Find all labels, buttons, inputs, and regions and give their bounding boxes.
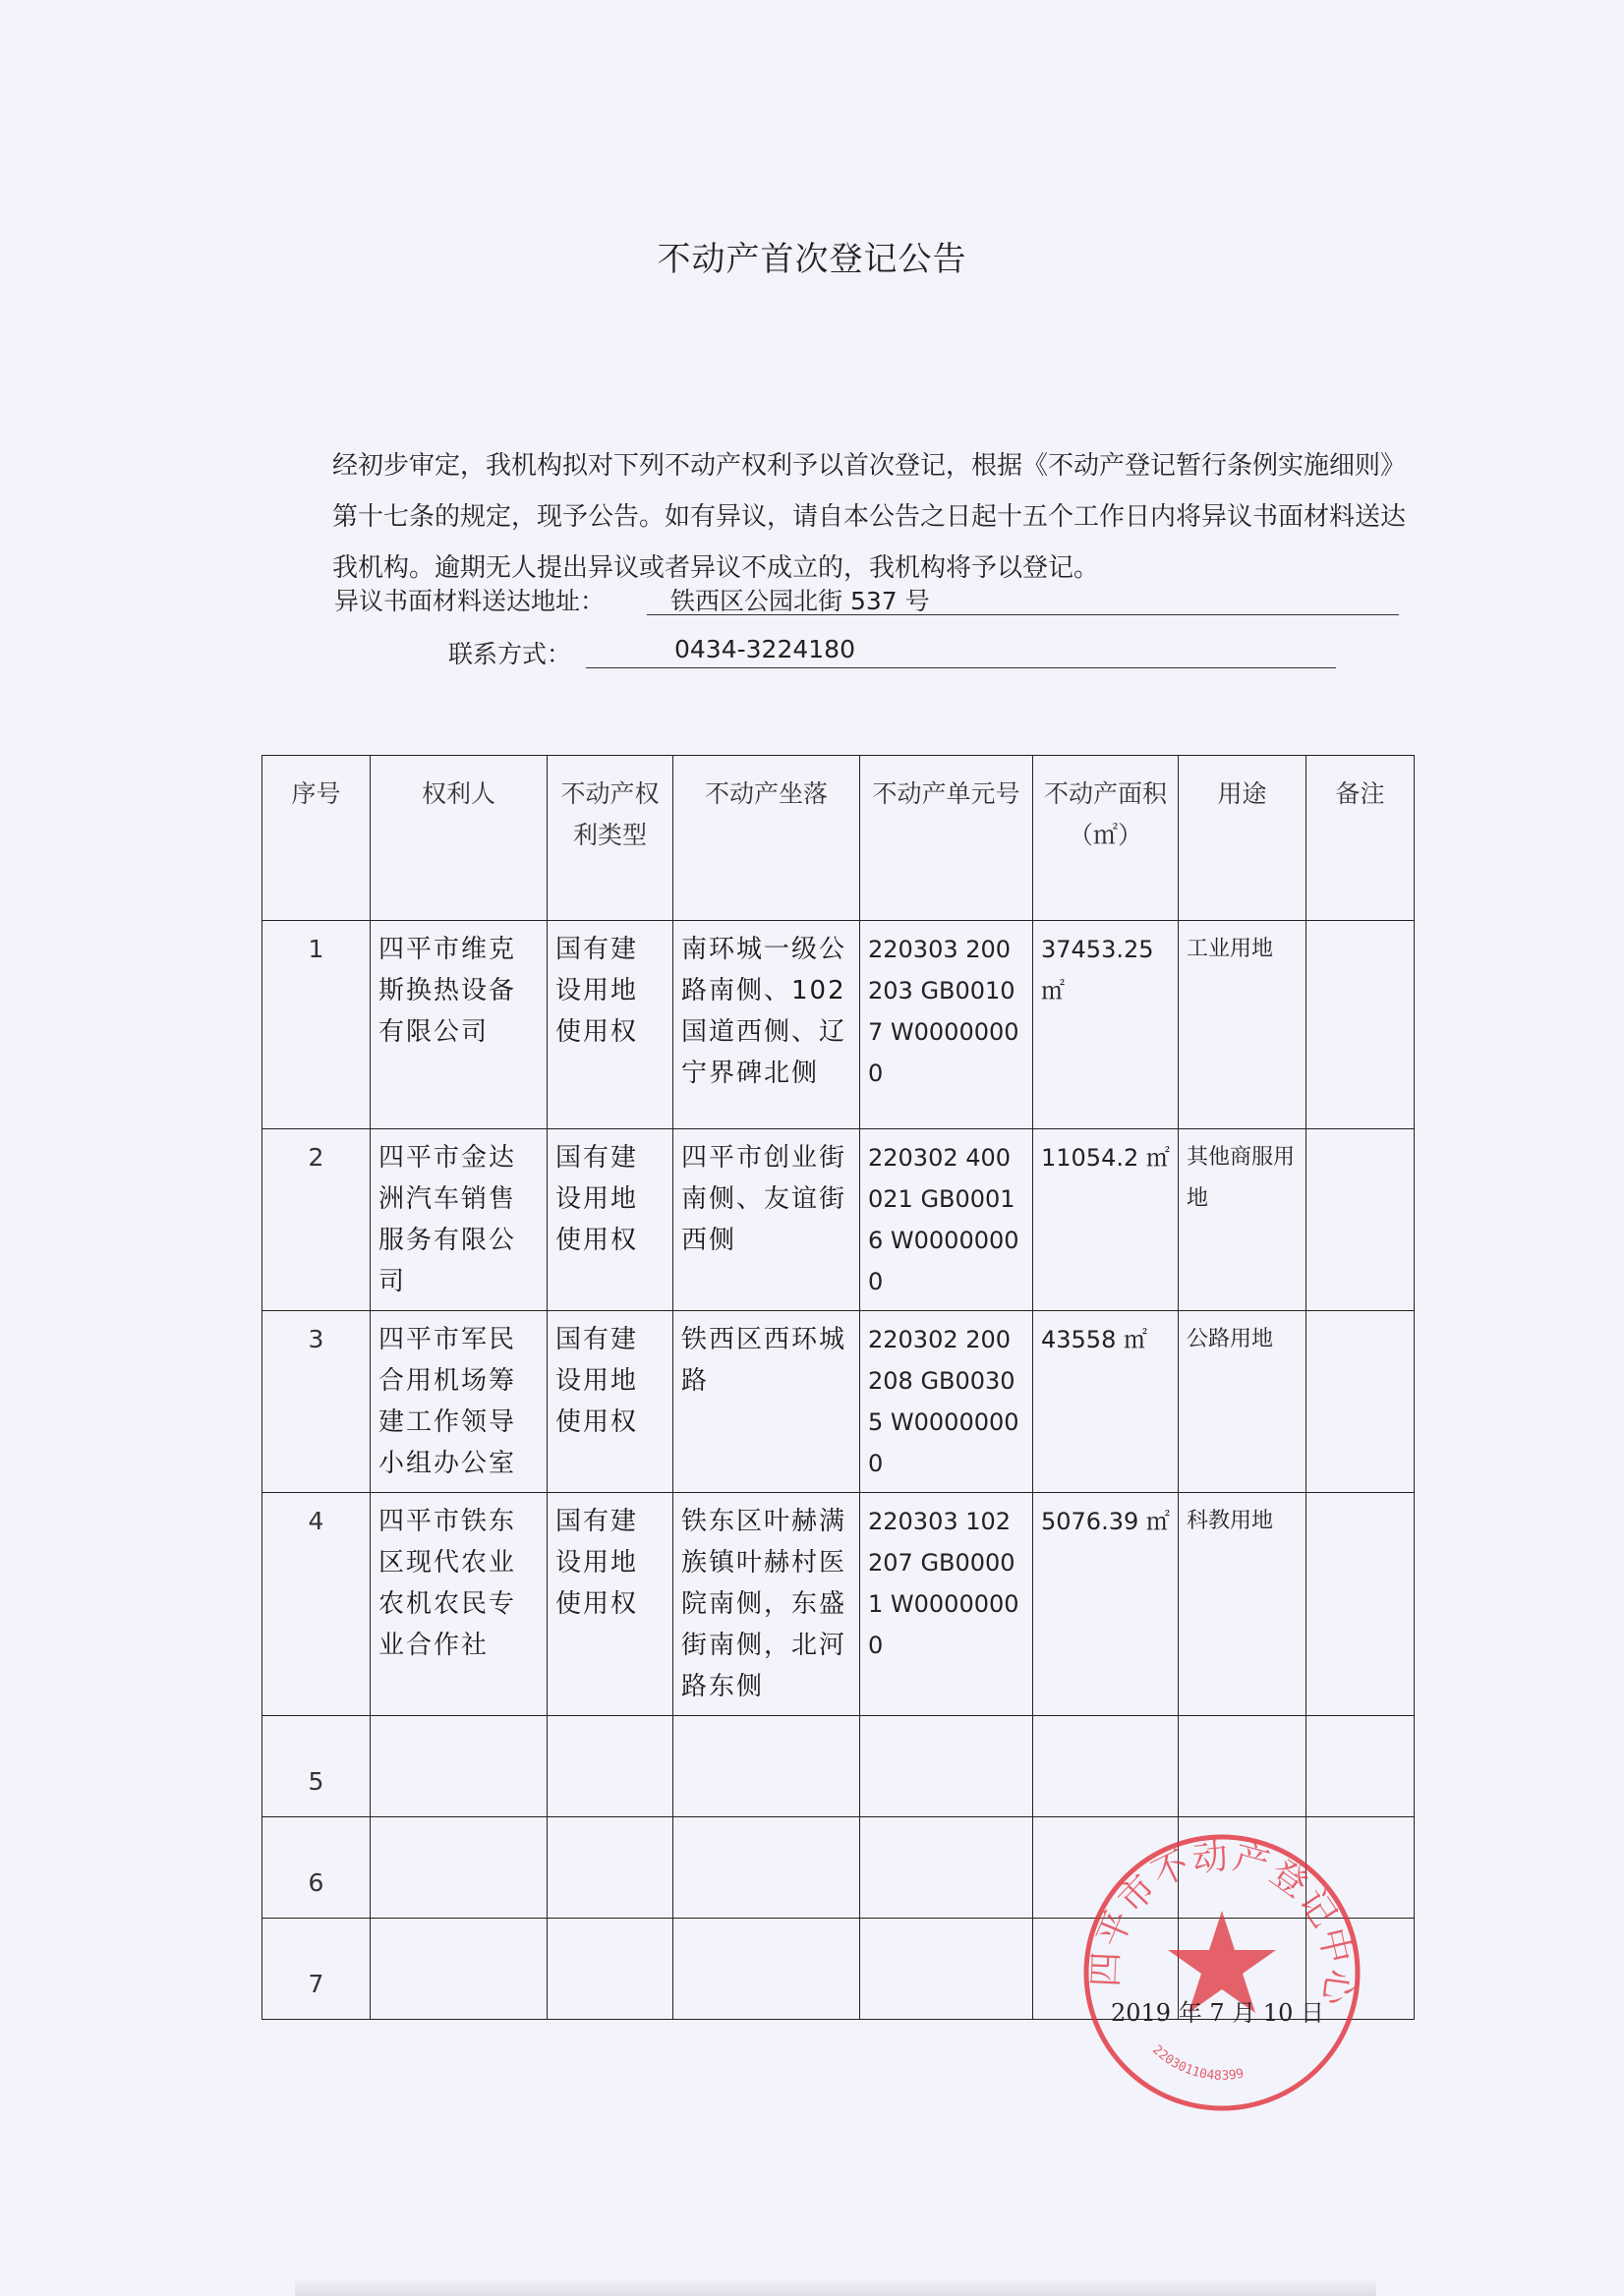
header-area: 不动产面积（㎡）: [1033, 756, 1179, 921]
header-owner: 权利人: [371, 756, 548, 921]
row-type: 国有建设用地使用权: [548, 921, 673, 1129]
row-type: 国有建设用地使用权: [548, 1493, 673, 1716]
row-owner: 四平市铁东区现代农业农机农民专业合作社: [371, 1493, 548, 1716]
table-row: [262, 1493, 1415, 1716]
contact-value: 0434-3224180: [586, 635, 1336, 668]
row-area: 43558 ㎡: [1033, 1311, 1179, 1493]
table-header-row: [262, 756, 1415, 921]
row-note: [1306, 1129, 1415, 1311]
row-no: 7: [262, 1919, 371, 2020]
row-note: [1306, 1311, 1415, 1493]
header-type: 不动产权 利类型: [548, 756, 673, 921]
header-location: 不动产坐落: [673, 756, 860, 921]
row-owner: 四平市军民合用机场筹建工作领导小组办公室: [371, 1311, 548, 1493]
table-row: [262, 1716, 1415, 1817]
header-use: 用途: [1179, 756, 1306, 921]
row-use: 公路用地: [1179, 1311, 1306, 1493]
row-note: [1306, 1493, 1415, 1716]
header-note: 备注: [1306, 756, 1415, 921]
table-row: [262, 1311, 1415, 1493]
row-no: 5: [262, 1716, 371, 1817]
row-location: 南环城一级公路南侧、102 国道西侧、辽宁界碑北侧: [673, 921, 860, 1129]
row-location: 四平市创业街南侧、友谊街西侧: [673, 1129, 860, 1311]
scan-edge: [295, 2278, 1376, 2296]
row-location: 铁东区叶赫满族镇叶赫村医院南侧，东盛街南侧，北河路东侧: [673, 1493, 860, 1716]
row-no: 2: [262, 1129, 371, 1311]
address-label: 异议书面材料送达地址：: [334, 587, 606, 615]
row-unit: 220302 200208 GB00305 W00000000: [860, 1311, 1033, 1493]
row-use: 科教用地: [1179, 1493, 1306, 1716]
row-area: 37453.25 ㎡: [1033, 921, 1179, 1129]
svg-text:2203011048399: 2203011048399: [1149, 2042, 1246, 2084]
row-type: 国有建设用地使用权: [548, 1129, 673, 1311]
header-unit: 不动产单元号: [860, 756, 1033, 921]
header-no: 序号: [262, 756, 371, 921]
row-no: 1: [262, 921, 371, 1129]
row-use: 其他商服用地: [1179, 1129, 1306, 1311]
row-type: 国有建设用地使用权: [548, 1311, 673, 1493]
official-seal: [1079, 1830, 1364, 2115]
page-title: 不动产首次登记公告: [657, 240, 967, 279]
table-row: [262, 921, 1415, 1129]
row-no: 6: [262, 1817, 371, 1919]
row-no: 4: [262, 1493, 371, 1716]
row-no: 3: [262, 1311, 371, 1493]
row-unit: 220303 200203 GB00107 W00000000: [860, 921, 1033, 1129]
row-owner: 四平市金达洲汽车销售服务有限公司: [371, 1129, 548, 1311]
row-note: [1306, 921, 1415, 1129]
row-owner: 四平市维克斯换热设备有限公司: [371, 921, 548, 1129]
intro-paragraph: [332, 389, 1414, 594]
row-use: 工业用地: [1179, 921, 1306, 1129]
notice-date: 2019 年 7 月 10 日: [1111, 1999, 1325, 2027]
row-location: 铁西区西环城路: [673, 1311, 860, 1493]
intro-text: 经初步审定，我机构拟对下列不动产权利予以首次登记，根据《不动产登记暂行条例实施细则》第十七条的规定，现予公告。如有异议，请自本公告之日起十五个工作日内将异议书面材料送达我机构。逾期无人提出异议或者异议不成立的，我机构将予以登记。: [332, 451, 1407, 583]
address-value: 铁西区公园北街 537 号: [647, 582, 1399, 615]
row-area: 5076.39 ㎡: [1033, 1493, 1179, 1716]
row-unit: 220303 102207 GB00001 W00000000: [860, 1493, 1033, 1716]
svg-text:四平市不动产登记中心: 四平市不动产登记中心: [1085, 1836, 1360, 2010]
table-row: [262, 1129, 1415, 1311]
row-unit: 220302 400021 GB00016 W00000000: [860, 1129, 1033, 1311]
contact-label: 联系方式：: [448, 640, 572, 668]
row-area: 11054.2 ㎡: [1033, 1129, 1179, 1311]
